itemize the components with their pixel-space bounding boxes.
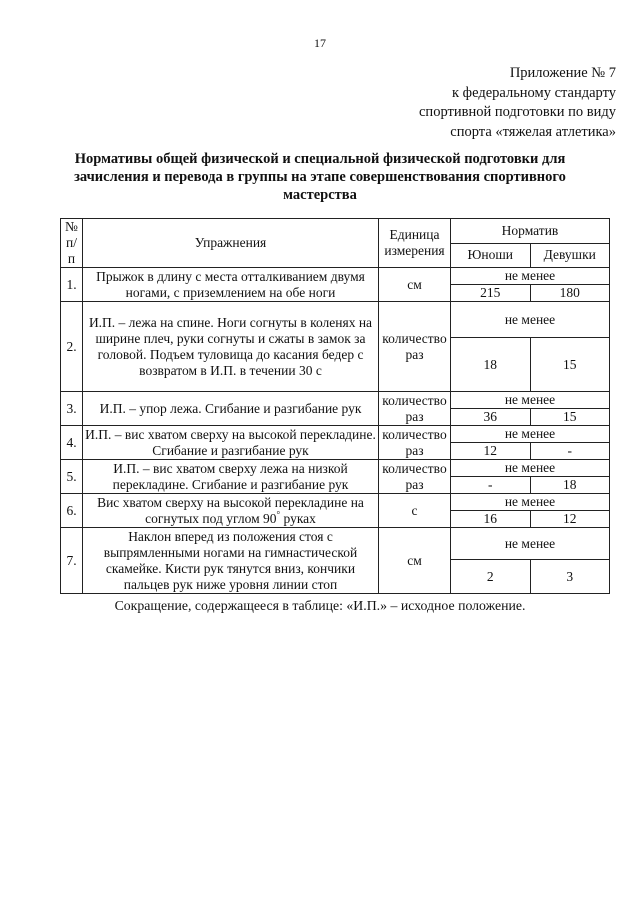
standards-table: [60, 218, 610, 594]
row-boys-value: 12: [451, 443, 531, 460]
row-condition: не менее: [451, 426, 610, 443]
document-title: Нормативы общей физической и специальной физической подготовки для зачисления и перевода в группы на этапе совершенствования спортивного мастерства: [74, 151, 566, 203]
row-unit: с: [379, 494, 451, 528]
table-row: [61, 494, 610, 511]
row-num: 4.: [61, 426, 83, 460]
page-number: 17: [314, 36, 326, 50]
row-unit: количество раз: [379, 302, 451, 392]
header-boys: Юноши: [451, 243, 531, 268]
row-exercise: И.П. – лежа на спине. Ноги согнуты в коленях на ширине плеч, руки согнуты и сжаты в замок за головой. Подъем туловища до касания бедер с возвратом в И.П. в течении 30 с: [83, 302, 379, 392]
appendix-header: [419, 64, 616, 142]
row-condition: не менее: [451, 460, 610, 477]
appendix-line: к федеральному стандарту: [452, 84, 616, 101]
row-boys-value: -: [451, 477, 531, 494]
row-condition: не менее: [451, 528, 610, 560]
header-girls: Девушки: [530, 243, 610, 268]
row-exercise: Наклон вперед из положения стоя с выпрямленными ногами на гимнастической скамейке. Кисти рук тянутся вниз, кончики пальцев рук ниже уровня линии стоп: [83, 528, 379, 594]
header-unit: Единица измерения: [379, 219, 451, 268]
row-girls-value: -: [530, 443, 610, 460]
header-exercise: Упражнения: [83, 219, 379, 268]
row-exercise: Прыжок в длину с места отталкиванием двумя ногами, с приземлением на обе ноги: [83, 268, 379, 302]
row-unit: см: [379, 268, 451, 302]
row-unit: количество раз: [379, 460, 451, 494]
row-exercise: И.П. – вис хватом сверху на высокой перекладине. Сгибание и разгибание рук: [83, 426, 379, 460]
row-exercise: [83, 494, 379, 528]
row-girls-value: 180: [530, 285, 610, 302]
row-girls-value: 12: [530, 511, 610, 528]
table-row: [61, 302, 610, 338]
row-unit: количество раз: [379, 426, 451, 460]
table-header-row: [61, 219, 610, 244]
row-boys-value: 36: [451, 409, 531, 426]
row-unit: см: [379, 528, 451, 594]
row-girls-value: 3: [530, 560, 610, 594]
table-row: [61, 392, 610, 409]
row-boys-value: 215: [451, 285, 531, 302]
appendix-line: Приложение № 7: [509, 65, 616, 81]
table-row: [61, 528, 610, 560]
row-boys-value: 18: [451, 338, 531, 392]
table-row: [61, 268, 610, 285]
degree-mark: °: [276, 509, 281, 519]
row-num: 6.: [61, 494, 83, 528]
row-exercise: И.П. – упор лежа. Сгибание и разгибание рук: [83, 392, 379, 426]
row-exercise: И.П. – вис хватом сверху лежа на низкой перекладине. Сгибание и разгибание рук: [83, 460, 379, 494]
row-num: 5.: [61, 460, 83, 494]
row-girls-value: 15: [530, 409, 610, 426]
header-norm: Норматив: [451, 219, 610, 244]
row-condition: не менее: [451, 302, 610, 338]
row-num: 3.: [61, 392, 83, 426]
appendix-line: спортивной подготовки по виду: [419, 104, 616, 120]
row-num: 1.: [61, 268, 83, 302]
row-boys-value: 16: [451, 511, 531, 528]
row-girls-value: 15: [530, 338, 610, 392]
row-girls-value: 18: [530, 477, 610, 494]
row-condition: не менее: [451, 268, 610, 285]
table-row: [61, 426, 610, 443]
table-row: [61, 460, 610, 477]
row-exercise-tail: руках: [280, 510, 316, 526]
appendix-line: спорта «тяжелая атлетика»: [450, 123, 616, 140]
header-num: № п/п: [61, 219, 83, 268]
footnote: Сокращение, содержащееся в таблице: «И.П.» – исходное положение.: [114, 598, 526, 613]
row-boys-value: 2: [451, 560, 531, 594]
row-num: 2.: [61, 302, 83, 392]
row-unit: количество раз: [379, 392, 451, 426]
row-condition: не менее: [451, 392, 610, 409]
row-num: 7.: [61, 528, 83, 594]
row-exercise-text: Вис хватом сверху на высокой перекладине на согнутых под углом 90: [97, 494, 364, 526]
row-condition: не менее: [451, 494, 610, 511]
